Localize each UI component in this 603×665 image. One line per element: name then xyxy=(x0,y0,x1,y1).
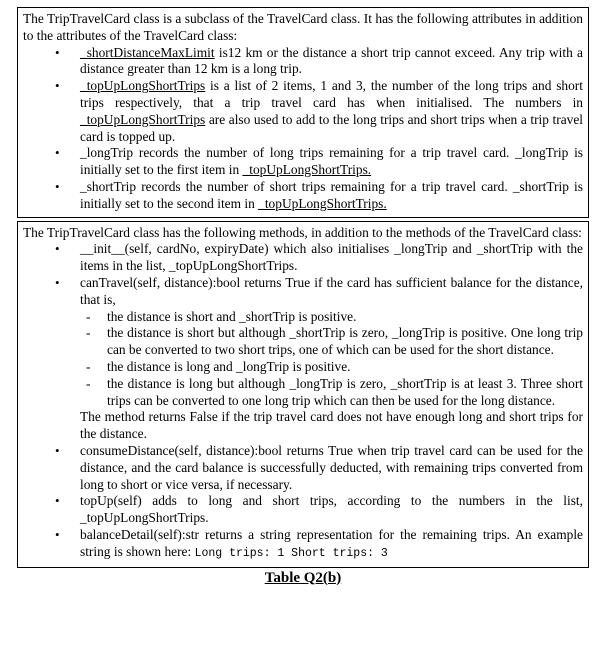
list-item xyxy=(23,78,583,145)
attribute-name: _topUpLongShortTrips xyxy=(80,111,206,127)
list-item: - the distance is long but although _longTrip is zero, _shortTrip is at least 3. Three short trips can be converted to one long trip which can then be used for the long distance. xyxy=(80,376,583,410)
list-item xyxy=(23,275,583,443)
method-description: __init__(self, cardNo, expiryDate) which also initialises _longTrip and _shortTrip with the items in the list, _topUpLongShortTrips. xyxy=(80,241,583,274)
list-item xyxy=(23,45,583,79)
attributes-box xyxy=(17,7,589,218)
method-description: topUp(self) adds to long and short trips, according to the numbers in the list, _topUpLongShortTrips. xyxy=(80,493,583,526)
table-caption: Table Q2(b) xyxy=(264,569,342,586)
attributes-intro: The TripTravelCard class is a subclass of the TravelCard class. It has the following attributes in addition to the attributes of the TravelCard class: xyxy=(23,11,583,43)
method-description: canTravel(self, distance):bool returns True if the card has sufficient balance for the distance, that is, xyxy=(80,274,583,307)
list-item: - the distance is long and _longTrip is positive. xyxy=(80,359,583,376)
attribute-name: _topUpLongShortTrips. xyxy=(258,195,387,211)
methods-list xyxy=(23,241,583,562)
attribute-description: _longTrip records the number of long trips remaining for a trip travel card. _longTrip is initially set to the first item in xyxy=(80,145,583,178)
list-item xyxy=(23,179,583,213)
list-item xyxy=(23,443,583,493)
attribute-name: _topUpLongShortTrips xyxy=(80,78,206,94)
list-item xyxy=(23,241,583,275)
example-code: Long trips: 1 Short trips: 3 xyxy=(194,546,388,560)
method-description: balanceDetail(self):str returns a string representation for the remaining trips. An example string is shown here: xyxy=(80,526,583,559)
list-item xyxy=(23,145,583,179)
attribute-name: _shortDistanceMaxLimit xyxy=(80,44,215,60)
list-item xyxy=(23,493,583,527)
methods-box xyxy=(17,221,589,568)
attribute-description: is a list of 2 items, 1 and 3, the number of the long trips and short trips respectively, that a trip travel card has when initialised. The numbers in xyxy=(80,78,583,110)
methods-intro: The TripTravelCard class has the following methods, in addition to the methods of the TravelCard class: xyxy=(23,224,582,240)
attribute-description: are also used to add to the long trips and short trips when a trip travel card is topped up. xyxy=(80,111,583,144)
attribute-description: _shortTrip records the number of short trips remaining for a trip travel card. _shortTrip is initially set to the second item in xyxy=(80,178,583,211)
condition-list xyxy=(80,309,583,410)
attribute-name: _topUpLongShortTrips. xyxy=(242,162,372,178)
list-item: - the distance is short and _shortTrip is positive. xyxy=(80,309,583,326)
attributes-list xyxy=(23,45,583,213)
method-return-note: The method returns False if the trip travel card does not have enough long and short trips for the distance. xyxy=(80,409,583,442)
method-description: consumeDistance(self, distance):bool returns True when trip travel card can be used for the distance, and the card balance is successfully deducted, with remaining trips converted from long to short or vice versa, if necessary. xyxy=(80,442,583,492)
document-page xyxy=(17,7,589,587)
attribute-description: is12 km or the distance a short trip cannot exceed. Any trip with a distance greater than 12 km is a long trip. xyxy=(80,44,583,77)
list-item xyxy=(23,527,583,563)
list-item: - the distance is short but although _shortTrip is zero, _longTrip is positive. One long trip can be converted to two short trips, one of which can be used for the short distance. xyxy=(80,325,583,359)
